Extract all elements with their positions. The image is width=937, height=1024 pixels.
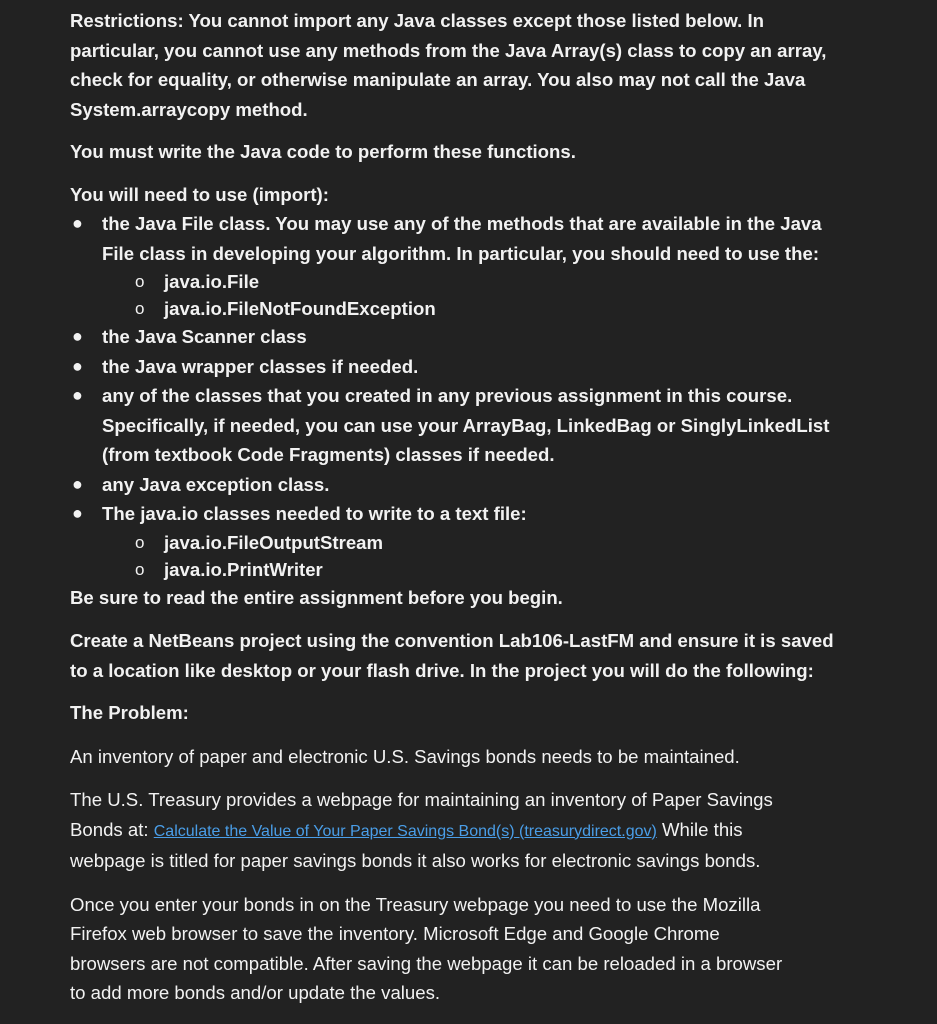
create-project-line-2: to a location like desktop or your flash drive. In the project you will do the following: [70, 659, 814, 681]
imports-list-continued [70, 322, 910, 529]
imports-heading: You will need to use (import): [70, 183, 329, 205]
bullet-icon: ● [72, 473, 83, 494]
bullet-icon: ● [72, 385, 83, 405]
list-item-exception [70, 470, 910, 500]
firefox-line-2: Firefox web browser to save the inventory. Microsoft Edge and Google Chrome [70, 923, 720, 944]
treasury-line-2-prefix: Bonds at: [70, 818, 154, 840]
create-project-paragraph [70, 626, 910, 685]
treasury-calculator-link[interactable]: Calculate the Value of Your Paper Savings Bond(s) (treasurydirect.gov) [153, 822, 657, 840]
previous-line-2: Specifically, if needed, you can use your ArrayBag, LinkedBag or SinglyLinkedList [102, 414, 830, 436]
circle-bullet-icon: o [135, 299, 145, 318]
restrictions-paragraph [70, 6, 910, 124]
scanner-text: the Java Scanner class [102, 326, 307, 347]
treasury-line-2-suffix: While this [662, 818, 743, 840]
wrapper-text: the Java wrapper classes if needed. [102, 355, 419, 377]
bullet-icon: ● [72, 213, 83, 233]
file-sub-list [70, 268, 910, 322]
list-item-scanner [70, 322, 910, 352]
bullet-icon: ● [72, 355, 83, 376]
restrictions-line-2: particular, you cannot use any methods from the Java Array(s) class to copy an array, [70, 39, 827, 61]
circle-bullet-icon: o [135, 532, 145, 552]
sub-item-file-not-found [70, 295, 910, 322]
sub-item-print-writer [70, 556, 910, 583]
list-item-io-classes [70, 499, 910, 529]
list-item-previous-classes [70, 381, 910, 470]
restrictions-line-1: Restrictions: You cannot import any Java classes except those listed below. In [70, 10, 765, 31]
file-class-line-2: File class in developing your algorithm. In particular, you should need to use the: [102, 242, 820, 264]
bullet-icon: ● [72, 503, 83, 523]
read-all-paragraph: Be sure to read the entire assignment before you begin. [70, 586, 563, 608]
problem-heading: The Problem: [70, 702, 189, 723]
sub-item-label: java.io.PrintWriter [164, 558, 323, 580]
firefox-line-3: browsers are not compatible. After saving the webpage it can be reloaded in a browser [70, 952, 783, 974]
circle-bullet-icon: o [135, 559, 145, 579]
sub-item-java-io-file [70, 268, 910, 295]
previous-line-1: any of the classes that you created in any previous assignment in this course. [102, 385, 793, 406]
restrictions-line-3: check for equality, or otherwise manipulate an array. You also may not call the Java [70, 69, 806, 90]
firefox-line-4: to add more bonds and/or update the values. [70, 982, 441, 1003]
sub-item-label: java.io.FileNotFoundException [164, 298, 436, 319]
inventory-paragraph: An inventory of paper and electronic U.S. Savings bonds needs to be maintained. [70, 745, 740, 767]
treasury-paragraph [70, 785, 910, 876]
firefox-line-1: Once you enter your bonds in on the Treasury webpage you need to use the Mozilla [70, 893, 761, 915]
restrictions-line-4: System.arraycopy method. [70, 98, 308, 120]
sub-item-label: java.io.File [164, 271, 260, 292]
io-sub-list [70, 529, 910, 583]
sub-item-file-output-stream [70, 529, 910, 556]
bullet-icon: ● [72, 326, 83, 346]
document-body [70, 6, 910, 1008]
file-class-line-1: the Java File class. You may use any of the methods that are available in the Java [102, 213, 822, 234]
treasury-line-3: webpage is titled for paper savings bonds it also works for electronic savings bonds. [70, 850, 761, 871]
sub-item-label: java.io.FileOutputStream [164, 531, 384, 553]
imports-list [70, 209, 910, 268]
previous-line-3: (from textbook Code Fragments) classes if needed. [102, 444, 555, 465]
exception-text: any Java exception class. [102, 473, 330, 495]
must-write-paragraph: You must write the Java code to perform these functions. [70, 141, 576, 162]
list-item-file-class [70, 209, 910, 268]
firefox-paragraph [70, 890, 910, 1008]
io-classes-text: The java.io classes needed to write to a text file: [102, 503, 527, 524]
treasury-line-1: The U.S. Treasury provides a webpage for maintaining an inventory of Paper Savings [70, 789, 773, 810]
list-item-wrapper [70, 352, 910, 382]
circle-bullet-icon: o [135, 272, 145, 291]
create-project-line-1: Create a NetBeans project using the convention Lab106-LastFM and ensure it is saved [70, 630, 834, 651]
